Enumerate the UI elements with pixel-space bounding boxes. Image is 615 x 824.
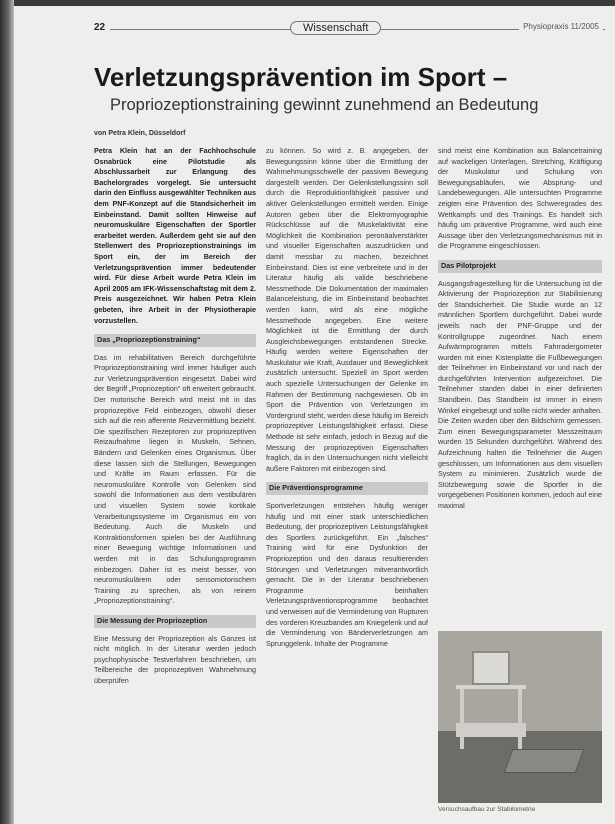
section-heading-praeventionsprogramme: Die Präventionsprogramme xyxy=(266,482,428,495)
body-paragraph: Das im rehabilitativen Bereich durchgeführte Propriozeptionstraining wird immer häufiger auch zur Verletzungsprävention eingesetzt. Dabei wird der Begriff „Propriozeption“ oft erweitert gebraucht. Der motorische Bereich wird meist mit in das propriozeptive Feld einbezogen, obwohl dieser sich auf die rein afferente Reizvermittlung bezieht. Die spezifischen Rezeptoren zur propriozeptiven Reizaufnahme liegen in Muskeln, Sehnen, Bändern und Gelenken eines Organismus. Über diese lassen sich die Stellungen, Bewegungen und Kräfte im Raum erfassen. Für die neuromuskuläre Kontrolle von Gelenken sind sowohl die Informationen aus dem vestibulären und visuellen System sowie kortikale Verarbeitungssysteme im Organismus ein von Bedeutung. Auch die Muskeln und Kontraktionsformen spielen bei der Ausführung einer Bewegung wichtige Informationen und werden mit in das Schulungsprogramm einbezogen. Daher ist es meist besser, von neuromuskulärem oder sensomotorischem Training zu sprechen, als von reinem „Propriozeptionstraining“. xyxy=(94,352,256,606)
page-spine-shadow xyxy=(0,0,14,824)
section-heading-messung: Die Messung der Propriozeption xyxy=(94,615,256,628)
author-line: von Petra Klein, Düsseldorf xyxy=(94,130,186,137)
experiment-setup-photo xyxy=(438,631,602,803)
page-number: 22 xyxy=(94,22,106,33)
body-paragraph: zu können. So wird z. B. angegeben, der Bewegungssinn könne über die Ermittlung der Wahrnehmungsschwelle der passiven Bewegung dargestellt werden. Der Gelenkstellungssinn soll durch die Reproduktionfähigkeit passiver und aktiver Gelenkstellungen ermittelt werden. Einige Autoren geben über die Elektromyographie Rückschlüsse auf die Muskelaktivität eine Möglichkeit die Kombination peronäalverstärkter und visueller Eigenschaften auszudrücken und damit messbar zu machen, bezeichnet Einbeinstand. Dies ist eine verbreitete und in der Literatur häufig als valide beschriebene Messmethode. Die Dokumentation der maximalen Balanceleistung, die im Einbeinstand beobachtet werden kann, wird als eine mögliche Messmethode angegeben. Eine weitere Möglichkeit ist die Ermittlung der durch Ausgleichsbewegungen entstandenen Strecke. Häufig werden weitere Eigenschaften der Muskulatur wie Kraft, Ausdauer und Beweglichkeit zusätzlich untersucht. Speziell im Sport werden auch spezielle Untersuchungen der Gelenke im Rahmen der Bestimmung nachgewiesen. Ob im Sport die Prävention von Verletzungen im Vordergrund steht, werden diese häufig im Bereich propriozeptiver Leistungsfähigkeit erfasst. Diese Methode ist sehr einfach, jedoch in Bezug auf die Messung der propriozeptiven Eigenschaften fraglich, da in den Untersuchungen nicht vielleicht äußere Faktoren mit einbezogen sind. xyxy=(266,146,428,473)
column-2 xyxy=(266,146,428,653)
page-header xyxy=(14,20,615,38)
magazine-name: Physiopraxis 11/2005 xyxy=(519,22,603,31)
cart-shelf xyxy=(456,723,526,737)
column-3 xyxy=(438,146,602,516)
body-paragraph: Sportverletzungen entstehen häufig weniger häufig und mit einer stark unterschiedlichen Bedeutung, der propriozeptiven Leistungsfähigkeit des Sportlers zurückgeführt. Ein „falsches“ Training wird für eine Dysfunktion der Propriozeption und den daraus resultierenden Störungen und Verletzungen mitverantwortlich gemacht. Die in der Literatur beschriebenen Programme beinhalten Verletzungspräventionsprogramme beobachtet und verweisen auf die Verminderung von Rupturen des vorderen Kreuzbandes am Kniegelenk und auf die Verminderung von Bänderverletzungen am Sprunggelenk. Inhalte der Programme xyxy=(266,501,428,648)
body-paragraph: Ausgangsfragestellung für die Untersuchung ist die Aktivierung der Propriozeption zur Stabilisierung der Standsicherheit. Die Studie wurde an 12 männlichen Sportlern durchgeführt. Dabei wurde jeweils nach der PNF-Gruppe und der Kontrollgruppe zugeordnet. Nach einem Aufwärmprogramm mittels Fahrradergometer wurden mit einer Kistenplatte die Fußbewegungen der Teilnehmer im Einbeinstand vor und nach der durchgeführten Intervention aufgezeichnet. Die Teilnehmer standen dabei in einer definierten Standbein. Das Standbein ist immer in einem Winkel eingebeugt und sollte nicht wieder anhalten. Die Zeiten wurden über den Bildschirm gemessen. Zum einen Bewegungsparameter Messzeitraum wurden 15 Sekunden durchgeführt. Während des Aufzeichnung halten die Teilnehmer die Augen geschlossen, um Informationen aus dem visuellen System zu minimieren. Zusätzlich wurde die Stützbewegung sowie die Sportler in die vorgegebenen Positionen kommen, jedoch auf eine maximal xyxy=(438,278,602,510)
article-subtitle: Propriozeptionstraining gewinnt zunehmend an Bedeutung xyxy=(110,96,539,114)
body-paragraph: sind meist eine Kombination aus Balancetraining auf wackeligen Unterlagen, Stretching, Kräftigung der Muskulatur und Schulung von Bewegungsabläufen, wie Absprung- und Landebewegungen. Alle untersuchten Programme zeigten eine Prävention des Schweregrades des Wettkampfs und des Trainings. Es handelt sich häufig um präventive Programme, wird auch eine Aussage über den Verletzungsmechanismus mit in die Programme eingeschlossen. xyxy=(438,146,602,251)
section-heading-propriozeptionstraining: Das „Propriozeptionstraining“ xyxy=(94,334,256,347)
force-plate xyxy=(504,749,585,773)
column-1 xyxy=(94,146,256,691)
article-title: Verletzungsprävention im Sport – xyxy=(94,62,508,92)
cart-leg xyxy=(460,689,464,749)
lead-paragraph: Petra Klein hat an der Fachhochschule Osnabrück eine Pilotstudie als Abschlussarbeit zur Erlangung des Bachelorgrades vorgelegt. Sie untersucht darin den Einfluss ausgewählter Techniken aus dem PNF-Konzept auf die Standsicherheit im Einbeinstand. Damit sollten Hinweise auf neuromuskuläre Eigenschaften der Sportler erarbeitet werden. Außerdem geht sie auf den Stellenwert des Propriozeptionstrainings im Sport ein, der im Bereich der Verletzungsprävention immer bedeutender wird. Für diese Arbeit wurde Petra Klein im April 2005 am IFK-Wissenschaftstag mit dem 2. Preis ausgezeichnet. Wir haben Petra Klein gebeten, ihre Arbeit in der Physiotherapie vorzustellen. xyxy=(94,146,256,325)
monitor-image xyxy=(472,651,510,685)
cart-top xyxy=(456,685,526,689)
section-heading-pilotprojekt: Das Pilotprojekt xyxy=(438,260,602,273)
body-paragraph: Eine Messung der Propriozeption als Ganzes ist nicht möglich. In der Literatur werden jedoch psychophysische Testverfahren beschrieben, um Teilbereiche der propriozeptiven Wahrnehmung überprüfen xyxy=(94,633,256,685)
section-label: Wissenschaft xyxy=(290,21,381,35)
photo-caption: Versuchsaufbau zur Stabilometrie xyxy=(438,806,536,813)
cart-leg xyxy=(518,689,522,749)
magazine-page xyxy=(14,6,615,824)
